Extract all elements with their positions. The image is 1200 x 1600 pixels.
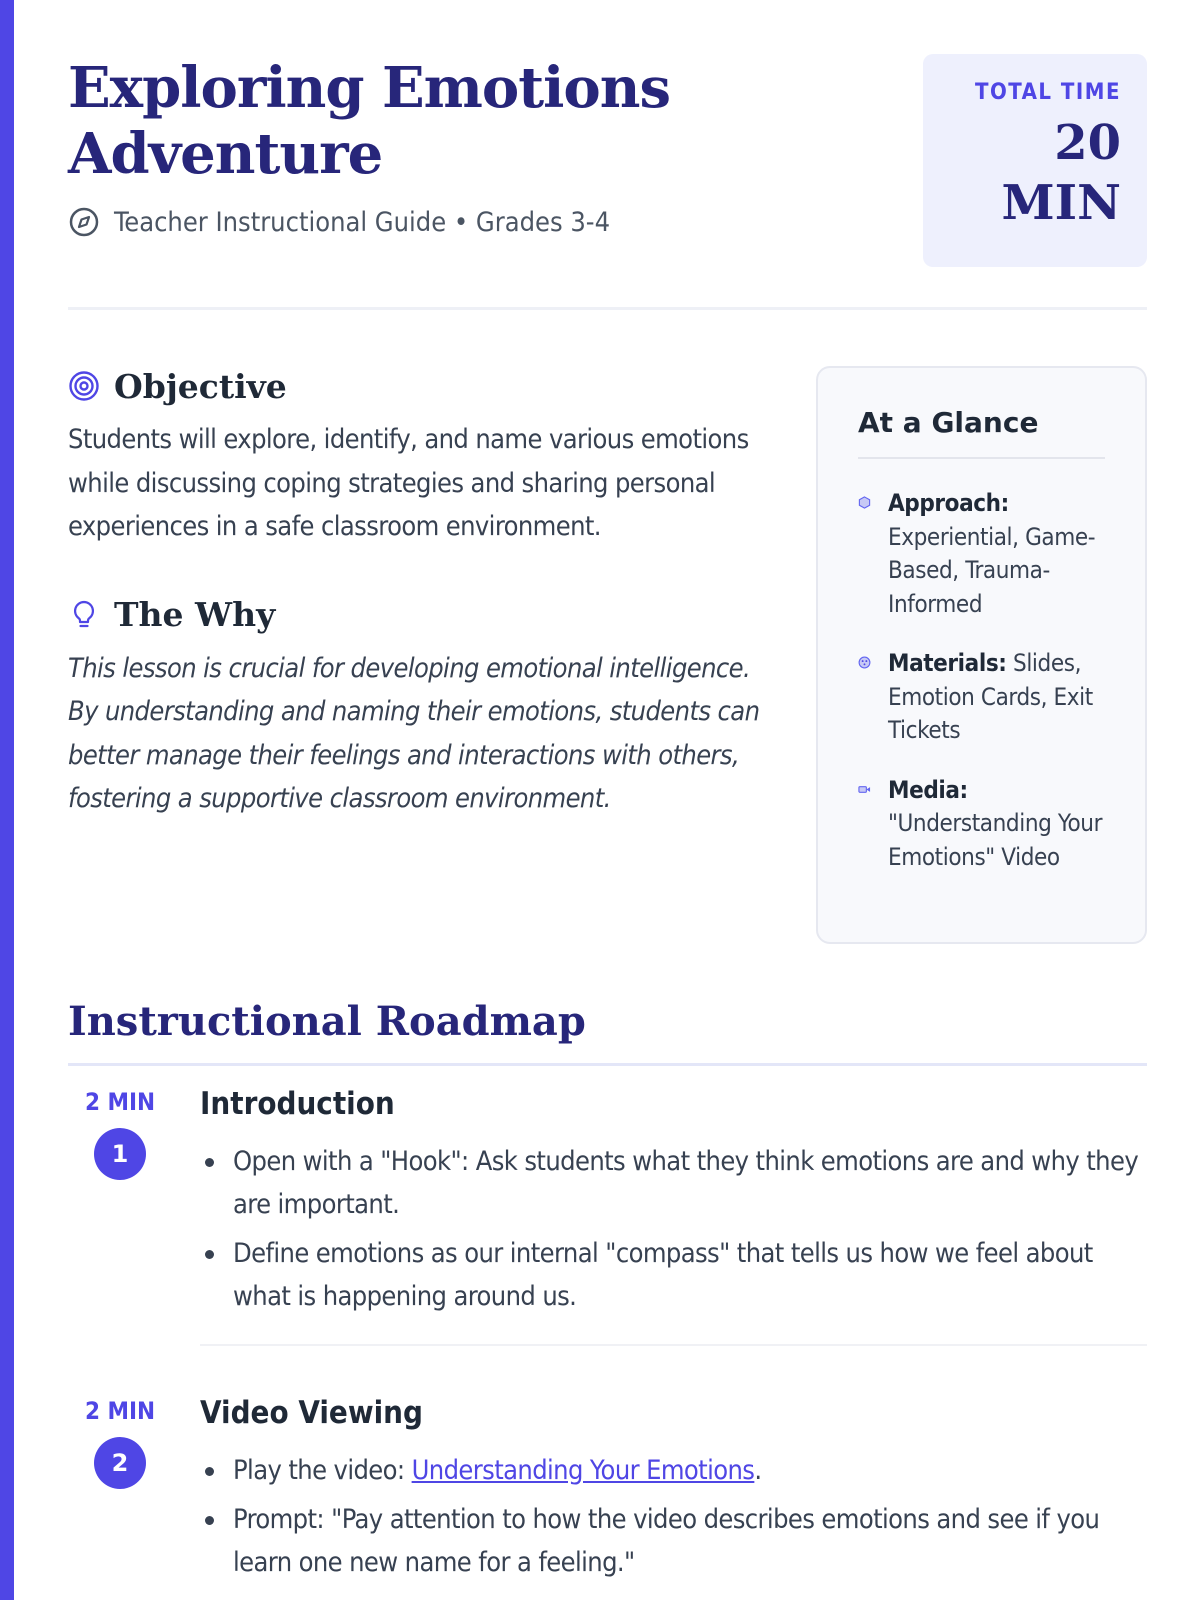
list-item: Prompt: "Pay attention to how the video describes emotions and see if you learn one new name for a feeling." <box>200 1498 1147 1584</box>
step-bullets <box>200 1449 1147 1584</box>
glance-item-approach <box>858 487 1105 621</box>
lesson-page <box>68 0 1147 1578</box>
why-text: This lesson is crucial for developing emotional intelligence. By understanding and naming their emotions, students can better manage their feelings and interactions with others, fostering a supportive classroom environment. <box>68 652 760 814</box>
step-divider <box>200 1344 1147 1346</box>
step-duration: 2 MIN <box>84 1397 156 1425</box>
total-time-unit: MIN <box>1001 175 1121 231</box>
step-title: Introduction <box>200 1086 395 1122</box>
page-title: Exploring Emotions Adventure <box>68 55 671 187</box>
video-icon <box>858 783 871 796</box>
compass-icon <box>68 206 100 238</box>
step-bullets <box>200 1140 1147 1318</box>
objective-heading: Objective <box>114 366 287 406</box>
accent-bar <box>0 0 14 1600</box>
glance-value: Slides, Emotion Cards, Exit Tickets <box>888 649 1093 744</box>
glance-label: Approach: <box>888 489 1009 517</box>
roadmap-heading: Instructional Roadmap <box>68 998 1147 1066</box>
total-time-number: 20 <box>1054 115 1121 171</box>
objective-heading-row <box>68 366 778 406</box>
glance-label: Materials: <box>888 649 1007 677</box>
page-header <box>68 0 1147 310</box>
total-time-value <box>923 113 1121 233</box>
lightbulb-icon <box>68 599 100 631</box>
bullet-prefix: Play the video: <box>233 1455 412 1486</box>
step-body <box>200 1086 1147 1346</box>
target-icon <box>68 370 100 402</box>
list-item <box>200 1449 1147 1492</box>
bullet-suffix: . <box>754 1455 762 1486</box>
glance-value: "Understanding Your Emotions" Video <box>888 809 1103 871</box>
list-item: Define emotions as our internal "compass" that tells us how we feel about what is happening around us. <box>200 1232 1147 1318</box>
video-link[interactable]: Understanding Your Emotions <box>411 1455 755 1486</box>
glance-label: Media: <box>888 775 968 804</box>
palette-icon <box>858 656 871 669</box>
total-time-card <box>923 54 1147 267</box>
step-duration: 2 MIN <box>84 1088 156 1116</box>
subtitle <box>68 206 610 238</box>
at-a-glance-card <box>816 366 1147 944</box>
glance-item-media <box>858 774 1105 875</box>
step-title: Video Viewing <box>200 1395 423 1431</box>
why-heading: The Why <box>114 595 276 634</box>
step-body <box>200 1395 1147 1590</box>
cube-icon <box>858 496 871 509</box>
objective-text: Students will explore, identify, and name various emotions while discussing coping strategies and sharing personal experiences in a safe classroom environment. <box>68 424 749 542</box>
list-item: Open with a "Hook": Ask students what they think emotions are and why they are important. <box>200 1140 1147 1226</box>
overview-column <box>68 366 778 821</box>
subtitle-text: Teacher Instructional Guide • Grades 3-4 <box>114 206 611 238</box>
glance-item-materials <box>858 647 1105 748</box>
glance-value: Experiential, Game-Based, Trauma-Informed <box>888 522 1096 618</box>
step-number-badge: 2 <box>94 1437 146 1489</box>
step-number-badge: 1 <box>94 1128 146 1180</box>
glance-heading: At a Glance <box>858 406 1105 459</box>
total-time-label: TOTAL TIME <box>974 80 1121 105</box>
why-heading-row <box>68 595 778 635</box>
